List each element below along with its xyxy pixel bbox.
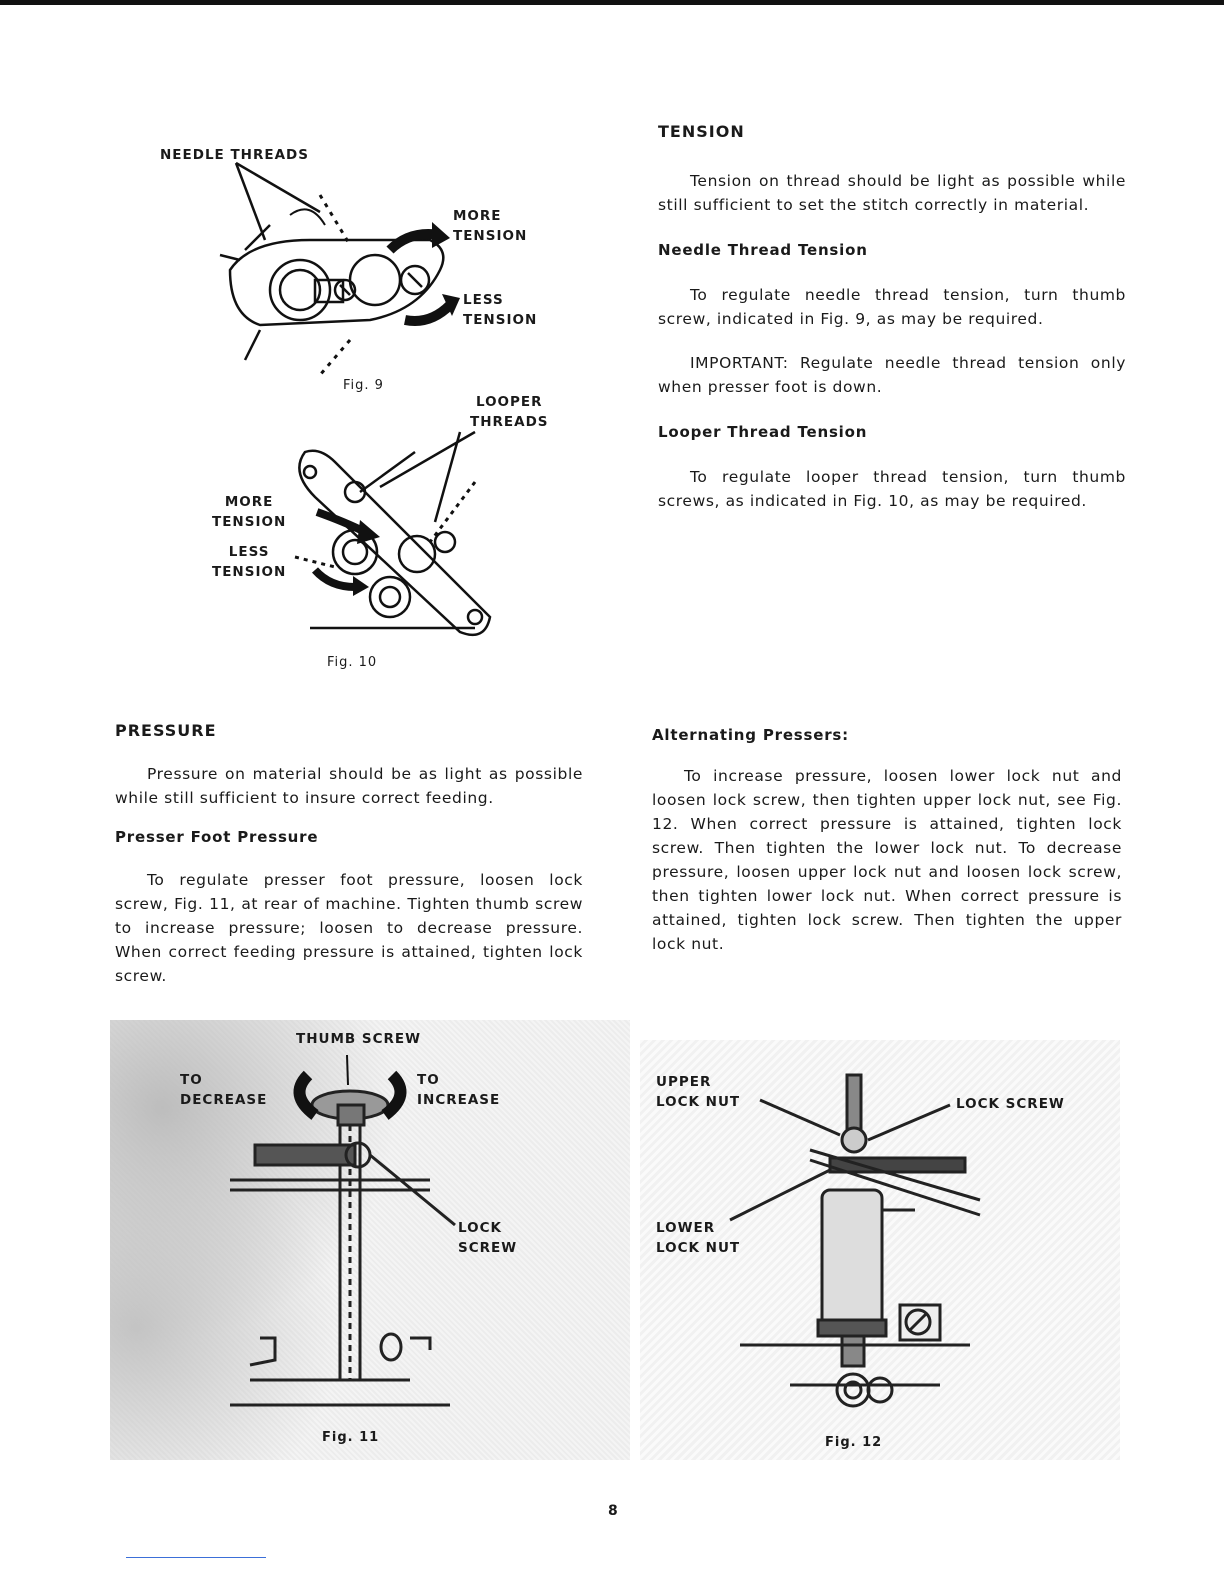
label-lock-screw: LOCK SCREW — [458, 1220, 518, 1256]
presser-foot-pressure-text: To regulate presser foot pressure, loosen lock screw, Fig. 11, at rear of machine. Tighten thumb screw to increase pressure; loosen to decrease pressure. When correct feeding pressure is attained, tighten lock screw. — [115, 871, 583, 985]
pressure-intro: Pressure on material should be as light as possible while still sufficient to insure correct feeding. — [115, 765, 583, 807]
alternating-pressers-section — [652, 726, 1122, 956]
label-looper-threads: LOOPER THREADS — [470, 394, 549, 430]
fig12-caption: Fig. 12 — [825, 1435, 883, 1450]
label-to-increase: TO INCREASE — [417, 1072, 501, 1108]
looper-thread-tension-heading: Looper Thread Tension — [658, 423, 868, 441]
label-fig10-less-tension: LESS TENSION — [212, 544, 287, 580]
tension-intro: Tension on thread should be light as possible while still sufficient to set the stitch correctly in material. — [658, 172, 1126, 214]
important-note: IMPORTANT: Regulate needle thread tension only when presser foot is down. — [658, 354, 1126, 396]
label-thumb-screw: THUMB SCREW — [296, 1031, 422, 1047]
fig10-caption: Fig. 10 — [327, 655, 378, 670]
pressure-section — [115, 721, 583, 988]
label-upper-lock-nut: UPPER LOCK NUT — [656, 1074, 741, 1110]
label-more-tension: MORE TENSION — [453, 208, 528, 244]
footer-line — [126, 1557, 266, 1558]
label-lock-screw-fig12: LOCK SCREW — [956, 1096, 1065, 1112]
label-less-tension: LESS TENSION — [463, 292, 538, 328]
needle-thread-tension-heading: Needle Thread Tension — [658, 241, 868, 259]
looper-thread-tension-text: To regulate looper thread tension, turn thumb screws, as indicated in Fig. 10, as may be required. — [658, 468, 1126, 510]
figure-11-photo — [110, 1020, 630, 1460]
label-lower-lock-nut: LOWER LOCK NUT — [656, 1220, 741, 1256]
needle-tension-illustration — [150, 140, 570, 400]
pressure-heading: PRESSURE — [115, 721, 217, 740]
tension-section — [658, 122, 1126, 513]
page-number: 8 — [608, 1503, 618, 1519]
fig11-caption: Fig. 11 — [322, 1430, 380, 1445]
fig9-caption: Fig. 9 — [343, 378, 384, 393]
tension-heading: TENSION — [658, 122, 745, 141]
label-needle-threads: NEEDLE THREADS — [160, 147, 309, 163]
presser-foot-pressure-heading: Presser Foot Pressure — [115, 828, 319, 846]
needle-thread-tension-text: To regulate needle thread tension, turn thumb screw, indicated in Fig. 9, as may be required. — [658, 286, 1126, 328]
label-fig10-more-tension: MORE TENSION — [212, 494, 287, 530]
figure-9 — [150, 140, 570, 400]
label-to-decrease: TO DECREASE — [180, 1072, 268, 1108]
scan-top-edge — [0, 0, 1224, 5]
figure-10 — [205, 392, 575, 682]
alternating-pressers-heading: Alternating Pressers: — [652, 726, 849, 744]
looper-tension-illustration — [205, 392, 575, 682]
figure-12-photo — [640, 1040, 1120, 1460]
alternating-pressers-text: To increase pressure, loosen lower lock nut and loosen lock screw, then tighten upper lock nut, see Fig. 12. When correct pressure is attained, tighten lock screw. Then tighten the lower lock nut. To decrease pressure, loosen upper lock nut and loosen lock screw, then tighten lower lock nut. When correct pressure is attained, tighten lock screw. Then tighten the upper lock nut. — [652, 767, 1122, 953]
